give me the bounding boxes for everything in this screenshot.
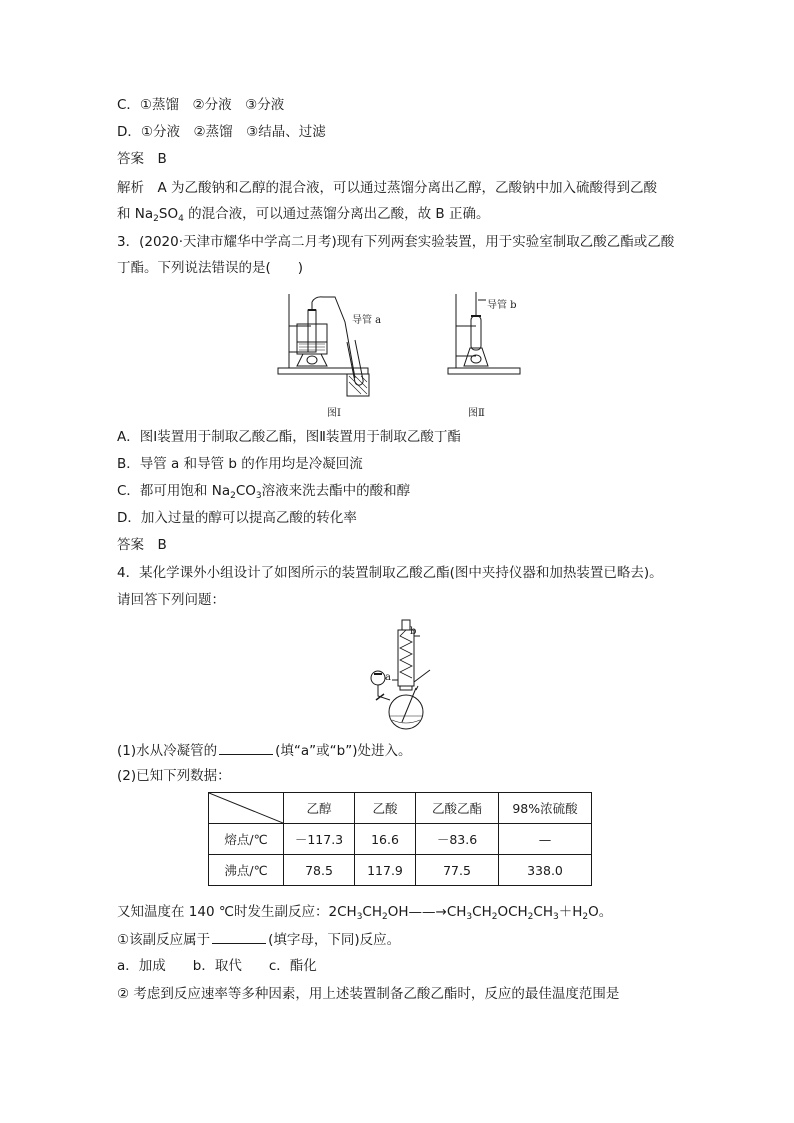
table-cell: －117.3 <box>284 824 355 855</box>
figure-1-caption: 图Ⅰ <box>327 408 341 419</box>
table-header: 乙醇 <box>284 793 355 824</box>
figure-q4-apparatus <box>360 618 450 730</box>
q4-choices: a．加成 b．取代 c．酯化 <box>117 958 317 974</box>
q4-stem-line-2: 请回答下列问题： <box>117 592 225 608</box>
table-cell: 16.6 <box>355 824 416 855</box>
figure-q4-label-a: a <box>385 672 391 683</box>
q4-part-1: ①该副反应属于 (填字母，下同)反应。 <box>117 929 400 950</box>
table-cell: 117.9 <box>355 855 416 886</box>
table-cell: 78.5 <box>284 855 355 886</box>
table-cell: — <box>499 824 592 855</box>
option-d-prev: D．①分液 ②蒸馏 ③结晶、过滤 <box>117 124 326 140</box>
table-corner-cell <box>209 793 284 824</box>
q3-stem-line-2: 丁酯。下列说法错误的是( ) <box>117 260 304 276</box>
q4-sub-2: (2)已知下列数据： <box>117 768 231 784</box>
answer-blank-1 <box>219 740 273 755</box>
analysis-line-2: 和 $Na_2SO_4$ 的混合液，可以通过蒸馏分离出乙酸，故 B 正确。 <box>117 206 490 224</box>
q3-stem-line-1: 3．(2020·天津市耀华中学高二月考)现有下列两套实验装置，用于实验室制取乙酸乙酯或乙酸 <box>117 234 675 250</box>
q4-stem-line-1: 4．某化学课外小组设计了如图所示的装置制取乙酸乙酯(图中夹持仪器和加热装置已略去)。 <box>117 565 663 581</box>
data-table <box>208 792 592 886</box>
answer-prev: 答案 B <box>117 151 167 167</box>
table-header: 乙酸乙酯 <box>416 793 499 824</box>
q4-part-2: ② 考虑到反应速率等多种因素，用上述装置制备乙酸乙酯时，反应的最佳温度范围是 <box>117 986 620 1002</box>
table-header: 乙酸 <box>355 793 416 824</box>
figure-1-apparatus <box>275 290 395 402</box>
q3-answer: 答案 B <box>117 537 167 553</box>
q3-option-c: C．都可用饱和 $Na_2CO_3$溶液来洗去酯中的酸和醇 <box>117 483 411 501</box>
table-row <box>209 824 592 855</box>
table-cell: 338.0 <box>499 855 592 886</box>
table-cell: －83.6 <box>416 824 499 855</box>
table-cell: 77.5 <box>416 855 499 886</box>
reaction-arrow: ——→ <box>408 904 447 920</box>
q3-option-d: D．加入过量的醇可以提高乙酸的转化率 <box>117 510 357 526</box>
table-header-row <box>209 793 592 824</box>
q3-option-b: B．导管 a 和导管 b 的作用均是冷凝回流 <box>117 456 363 472</box>
table-row-label: 沸点/℃ <box>209 855 284 886</box>
option-c-prev: C．①蒸馏 ②分液 ③分液 <box>117 97 285 113</box>
side-reaction-equation: 又知温度在 140 ℃时发生副反应：$2CH_3CH_2OH——\to CH_3CH_2OCH_2CH_3+H_2O$。 <box>117 904 613 922</box>
table-header: 98%浓硫酸 <box>499 793 592 824</box>
answer-blank-2 <box>212 929 266 944</box>
q3-option-a: A．图Ⅰ装置用于制取乙酸乙酯，图Ⅱ装置用于制取乙酸丁酯 <box>117 429 461 445</box>
figure-1-label: 导管 a <box>352 315 382 326</box>
analysis-line-1: 解析 A 为乙酸钠和乙醇的混合液，可以通过蒸馏分离出乙醇，乙酸钠中加入硫酸得到乙酸 <box>117 180 658 196</box>
table-row-label: 熔点/℃ <box>209 824 284 855</box>
figure-2-caption: 图Ⅱ <box>468 408 485 419</box>
table-row <box>209 855 592 886</box>
figure-2-label: 导管 b <box>487 300 517 311</box>
q4-sub-1: (1)水从冷凝管的 (填“a”或“b”)处进入。 <box>117 740 411 761</box>
figure-q4-label-b: b <box>410 626 417 637</box>
